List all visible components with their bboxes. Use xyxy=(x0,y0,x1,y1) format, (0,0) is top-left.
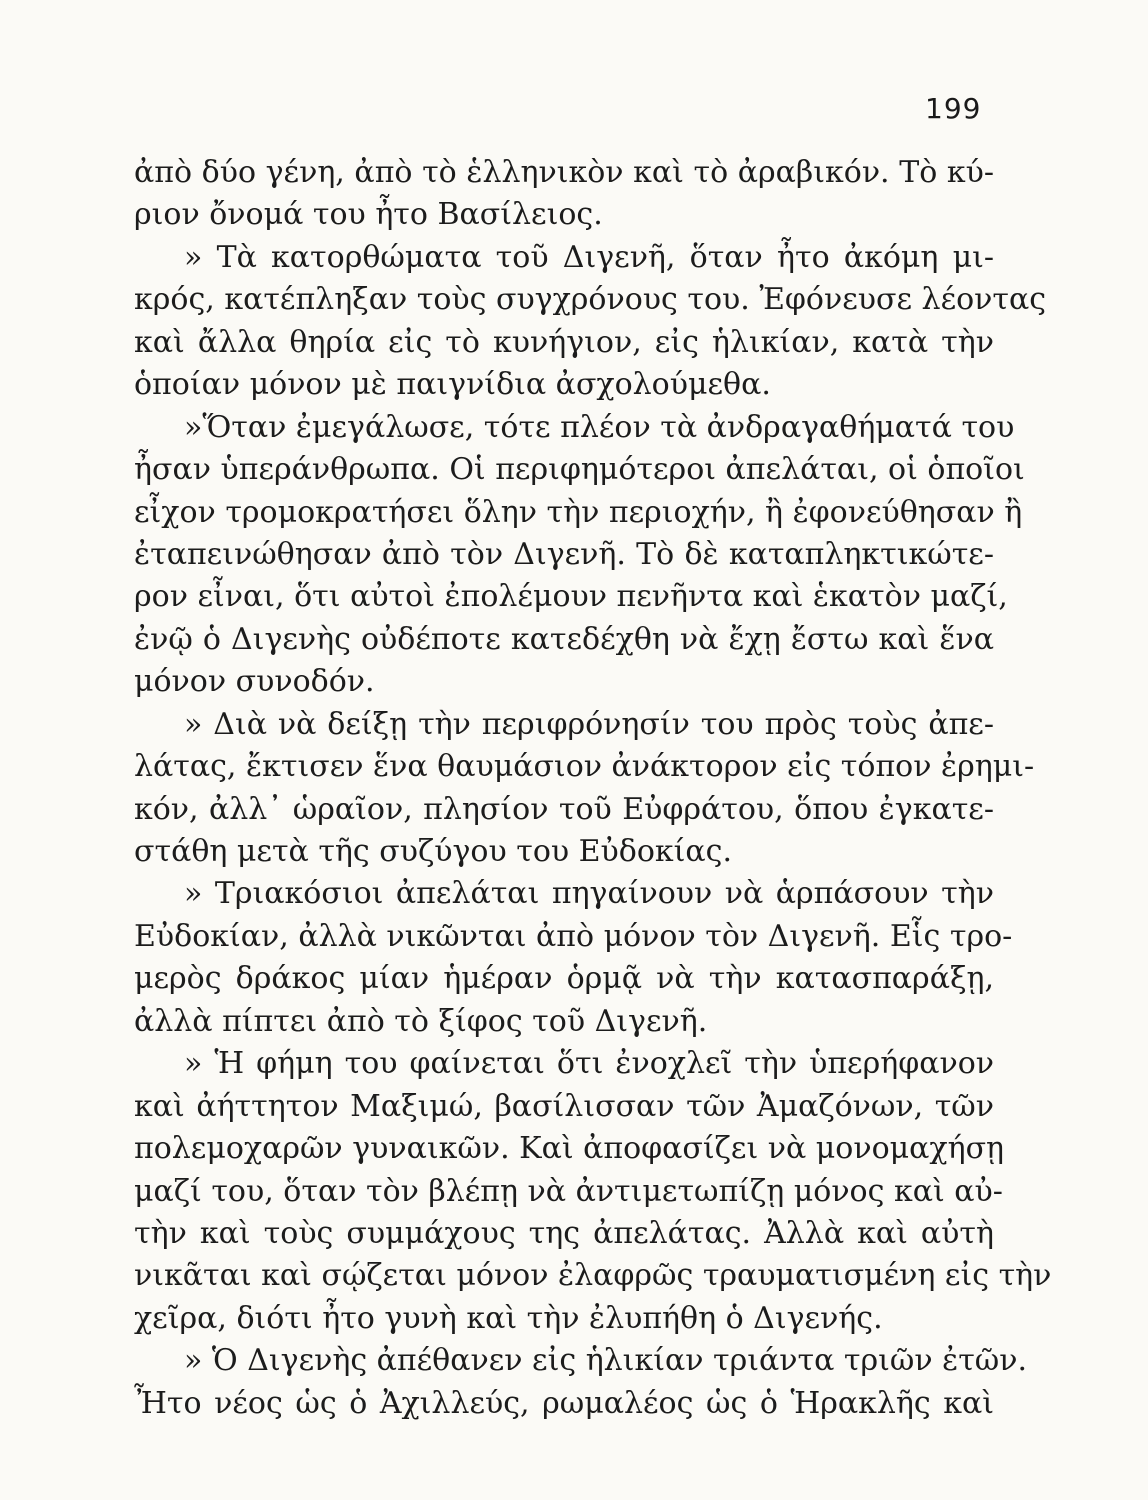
text-line: νικᾶται καὶ σῴζεται μόνον ἐλαφρῶς τραυματισμένη εἰς τὴν xyxy=(134,1258,1052,1294)
text-line: καὶ ἄλλα θηρία εἰς τὸ κυνήγιον, εἰς ἡλικίαν, κατὰ τὴν xyxy=(134,324,994,360)
text-line: ἐταπεινώθησαν ἀπὸ τὸν Διγενῆ. Τὸ δὲ καταπληκτικώτε- xyxy=(134,536,994,572)
text-line: κόν, ἀλλ᾿ ὡραῖον, πλησίον τοῦ Εὐφράτου, ὅπου ἐγκατε- xyxy=(134,791,994,827)
text-line: μαζί του, ὅταν τὸν βλέπῃ νὰ ἀντιμετωπίζῃ μόνος καὶ αὐ- xyxy=(134,1173,1003,1209)
text-line: » Τριακόσιοι ἀπελάται πηγαίνουν νὰ ἁρπάσουν τὴν xyxy=(184,876,994,912)
text-line: μερὸς δράκος μίαν ἡμέραν ὁρμᾷ νὰ τὴν κατασπαράξῃ, xyxy=(134,961,994,997)
text-line: »Ὅταν ἐμεγάλωσε, τότε πλέον τὰ ἀνδραγαθήματά του xyxy=(184,409,1015,445)
body-text xyxy=(134,152,1052,1425)
page-number: 199 xyxy=(925,92,982,125)
text-line: τὴν καὶ τοὺς συμμάχους της ἀπελάτας. Ἀλλὰ καὶ αὐτὴ xyxy=(134,1215,994,1251)
text-line: χεῖρα, διότι ἦτο γυνὴ καὶ τὴν ἐλυπήθη ὁ Διγενής. xyxy=(134,1300,883,1336)
text-line: εἶχον τρομοκρατήσει ὅλην τὴν περιοχήν, ἢ ἐφονεύθησαν ἢ xyxy=(134,494,1023,530)
text-line: μόνον συνοδόν. xyxy=(134,664,375,700)
text-line: Ἦτο νέος ὡς ὁ Ἀχιλλεύς, ρωμαλέος ὡς ὁ Ἡρακλῆς καὶ xyxy=(134,1385,994,1421)
text-line: ἀλλὰ πίπτει ἀπὸ τὸ ξίφος τοῦ Διγενῆ. xyxy=(134,1003,708,1039)
text-line: » Διὰ νὰ δείξῃ τὴν περιφρόνησίν του πρὸς τοὺς ἀπε- xyxy=(184,706,994,742)
text-line: ριον ὄνομά του ἦτο Βασίλειος. xyxy=(134,197,603,233)
text-line: » Τὰ κατορθώματα τοῦ Διγενῆ, ὅταν ἦτο ἀκόμη μι- xyxy=(184,239,994,275)
text-line: καὶ ἀήττητον Μαξιμώ, βασίλισσαν τῶν Ἀμαζόνων, τῶν xyxy=(134,1088,994,1124)
text-line: » Ἡ φήμη του φαίνεται ὅτι ἐνοχλεῖ τὴν ὑπερήφανον xyxy=(184,1046,994,1082)
text-line: ἐνῷ ὁ Διγενὴς οὐδέποτε κατεδέχθη νὰ ἔχῃ ἔστω καὶ ἕνα xyxy=(134,621,994,657)
text-line: » Ὁ Διγενὴς ἀπέθανεν εἰς ἡλικίαν τριάντα τριῶν ἐτῶν. xyxy=(184,1343,1028,1379)
text-line: λάτας, ἔκτισεν ἕνα θαυμάσιον ἀνάκτορον εἰς τόπον ἐρημι- xyxy=(134,749,1035,785)
text-line: Εὐδοκίαν, ἀλλὰ νικῶνται ἀπὸ μόνον τὸν Διγενῆ. Εἷς τρο- xyxy=(134,918,1013,954)
text-line: ρον εἶναι, ὅτι αὐτοὶ ἐπολέμουν πενῆντα καὶ ἑκατὸν μαζί, xyxy=(134,579,1008,615)
text-line: ἦσαν ὑπεράνθρωπα. Οἱ περιφημότεροι ἀπελάται, οἱ ὁποῖοι xyxy=(134,452,1025,488)
text-line: στάθη μετὰ τῆς συζύγου του Εὐδοκίας. xyxy=(134,834,733,869)
text-line: ἀπὸ δύο γένη, ἀπὸ τὸ ἑλληνικὸν καὶ τὸ ἀραβικόν. Τὸ κύ- xyxy=(134,155,994,190)
text-line: ὁποίαν μόνον μὲ παιγνίδια ἀσχολούμεθα. xyxy=(134,367,771,403)
text-line: πολεμοχαρῶν γυναικῶν. Καὶ ἀποφασίζει νὰ μονομαχήσῃ xyxy=(134,1131,1005,1167)
text-line: κρός, κατέπληξαν τοὺς συγχρόνους του. Ἐφόνευσε λέοντας xyxy=(134,282,1047,318)
